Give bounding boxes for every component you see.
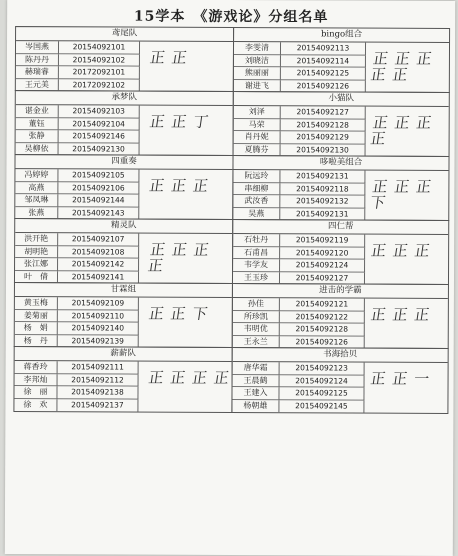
student-id: 20154092123 [280, 362, 365, 375]
student-id: 20154092125 [279, 387, 364, 400]
member-name: 洪开艳 [15, 233, 58, 246]
team-name: 精灵队 [15, 219, 232, 234]
team-name: bingo组合 [234, 28, 449, 43]
handwritten-tally: 正 正 下 [147, 304, 210, 323]
student-id: 20154092126 [280, 336, 365, 349]
student-id: 20154092111 [58, 361, 139, 374]
team-block [14, 218, 233, 284]
student-id: 20154092126 [281, 80, 366, 93]
student-id: 20154092138 [57, 386, 138, 399]
student-id: 20154092119 [280, 234, 365, 247]
team-name: 小猫队 [234, 92, 449, 107]
team-name: 哆啦美组合 [233, 156, 448, 171]
student-id: 20154092104 [59, 118, 140, 131]
student-id: 20154092110 [58, 310, 139, 323]
member-row [15, 322, 232, 335]
student-id: 20154092109 [58, 297, 139, 310]
member-name: 高燕 [15, 182, 58, 195]
member-name: 李雯清 [234, 42, 281, 55]
student-id: 20154092128 [280, 323, 365, 336]
member-row [14, 386, 231, 399]
team-name: 承梦队 [16, 91, 233, 106]
team-block [233, 27, 450, 93]
member-name: 谌金业 [16, 105, 59, 118]
handwritten-tally: 正 正 丁 [148, 112, 211, 131]
student-id: 20154092140 [58, 322, 139, 335]
member-row [232, 387, 447, 400]
member-row [16, 66, 233, 79]
member-name: 吴燕 [233, 208, 280, 221]
member-name: 蒋香玲 [15, 361, 58, 374]
page-title: 15学本 《游戏论》分组名单 [133, 8, 329, 26]
handwritten-tally: 正 正 正 正 [147, 368, 232, 387]
handwritten-tally: 正 正 正 正 [369, 113, 434, 148]
member-row [15, 194, 232, 207]
member-name: 徐 欢 [14, 399, 57, 412]
member-name: 吴柳依 [16, 143, 59, 156]
member-name: 唐华霜 [233, 362, 280, 375]
member-name: 串细柳 [233, 183, 280, 196]
member-name: 武汝香 [233, 195, 280, 208]
team-block [14, 154, 233, 220]
student-id: 20154092121 [280, 298, 365, 311]
student-id: 20154092131 [280, 170, 365, 183]
student-id: 20154092102 [59, 54, 140, 67]
team-name: 书海拾贝 [233, 348, 448, 363]
member-name: 杨 娟 [15, 322, 58, 335]
team-grid [14, 27, 450, 414]
team-name: 四重奏 [15, 155, 232, 170]
handwritten-tally: 正 正 正 [369, 241, 432, 260]
team-name: 四仁帮 [233, 220, 448, 235]
member-name: 孙佳 [233, 298, 280, 311]
member-name: 刘泽 [234, 106, 281, 119]
student-id: 20154092124 [280, 259, 365, 272]
student-id: 20154092103 [59, 105, 140, 118]
team-block [15, 90, 234, 156]
handwritten-tally: 正 正 一 [369, 369, 432, 388]
member-name: 石甫昌 [233, 247, 280, 260]
handwritten-tally: 正 正 正 [369, 305, 432, 324]
member-name: 叶 倩 [15, 271, 58, 284]
student-id: 20154092132 [280, 195, 365, 208]
team-block [231, 347, 448, 414]
student-id: 20172092101 [59, 66, 140, 79]
student-id: 20154092142 [58, 258, 139, 271]
student-id: 20154092118 [280, 183, 365, 196]
member-row [233, 259, 448, 272]
student-id: 20154092114 [281, 55, 366, 68]
team-name: 进击的学霸 [233, 284, 448, 299]
team-name: 甘霖组 [15, 283, 232, 298]
member-name: 杨 丹 [15, 335, 58, 348]
member-name: 陈丹丹 [16, 54, 59, 67]
team-block [15, 26, 234, 92]
member-name: 王永兰 [233, 336, 280, 349]
team-name: 薪薪队 [15, 347, 232, 362]
member-name: 肖丹妮 [234, 131, 281, 144]
student-id: 20154092101 [59, 41, 140, 54]
member-name: 冯婷婷 [15, 169, 58, 182]
handwritten-tally: 正 正 正 正 [146, 240, 212, 275]
member-name: 阮远玲 [233, 170, 280, 183]
student-id: 20154092106 [58, 182, 139, 195]
member-name: 杨朝雄 [232, 400, 279, 413]
student-id: 20154092130 [59, 143, 140, 156]
member-name: 王建入 [232, 387, 279, 400]
student-id: 20154092129 [281, 131, 366, 144]
member-row [16, 130, 233, 143]
member-name: 刘晓洁 [234, 55, 281, 68]
student-id: 20154092131 [280, 208, 365, 221]
handwritten-tally: 正 正 正 [148, 176, 211, 195]
student-id: 20154092130 [281, 144, 366, 157]
member-name: 石牡丹 [233, 234, 280, 247]
member-name: 韦明优 [233, 323, 280, 336]
student-id: 20154092105 [58, 169, 139, 182]
student-id: 20154092127 [281, 106, 366, 119]
student-id: 20154092146 [59, 130, 140, 143]
team-block [232, 283, 449, 349]
member-row [14, 399, 231, 412]
student-id: 20154092108 [58, 246, 139, 259]
member-name: 夏腾芬 [234, 144, 281, 157]
member-name: 董钰 [16, 118, 59, 131]
member-name: 王晨鹤 [233, 375, 280, 388]
student-id: 20154092107 [58, 233, 139, 246]
member-name: 胡明艳 [15, 246, 58, 259]
handwritten-tally: 正 正 正 下 [368, 177, 434, 212]
member-name: 王玉珍 [233, 272, 280, 285]
team-block [232, 219, 449, 285]
member-name: 徐 丽 [14, 386, 57, 399]
member-name: 谢进飞 [234, 80, 281, 93]
team-block [13, 346, 232, 413]
member-row [16, 54, 233, 67]
member-name: 邹凤琳 [15, 194, 58, 207]
team-block [233, 91, 450, 157]
handwritten-tally: 正 正 正 正 正 [369, 49, 434, 84]
student-id: 20154092145 [279, 400, 364, 413]
member-name: 赫瑞睿 [16, 66, 59, 79]
member-name: 张静 [16, 130, 59, 143]
student-id: 20154092127 [280, 272, 365, 285]
student-id: 20154092137 [57, 399, 138, 412]
team-block [232, 155, 449, 221]
team-block [14, 282, 233, 348]
team-name: 鸢尾队 [16, 27, 233, 42]
member-name: 熊丽丽 [234, 67, 281, 80]
member-name: 张燕 [15, 207, 58, 220]
member-name: 王元美 [16, 79, 59, 92]
handwritten-tally: 正 正 [148, 48, 190, 67]
member-row [232, 400, 447, 413]
member-row [16, 41, 233, 54]
member-name: 马荣 [234, 119, 281, 132]
student-id: 20154092122 [280, 311, 365, 324]
paper-sheet [5, 0, 455, 556]
member-name: 所珍凯 [233, 311, 280, 324]
student-id: 20154092112 [58, 374, 139, 387]
member-name: 岑国燕 [16, 41, 59, 54]
member-name: 姜菊丽 [15, 310, 58, 323]
member-name: 黄玉梅 [15, 297, 58, 310]
student-id: 20154092120 [280, 247, 365, 260]
student-id: 20154092125 [281, 67, 366, 80]
student-id: 20172092102 [59, 79, 140, 92]
student-id: 20154092144 [58, 194, 139, 207]
member-name: 韦学友 [233, 259, 280, 272]
student-id: 20154092128 [281, 119, 366, 132]
member-name: 张江娜 [15, 258, 58, 271]
student-id: 20154092113 [281, 42, 366, 55]
member-row [233, 323, 448, 336]
member-name: 李邦灿 [15, 374, 58, 387]
student-id: 20154092124 [280, 375, 365, 388]
student-id: 20154092143 [58, 207, 139, 220]
student-id: 20154092139 [58, 335, 139, 348]
student-id: 20154092141 [58, 271, 139, 284]
